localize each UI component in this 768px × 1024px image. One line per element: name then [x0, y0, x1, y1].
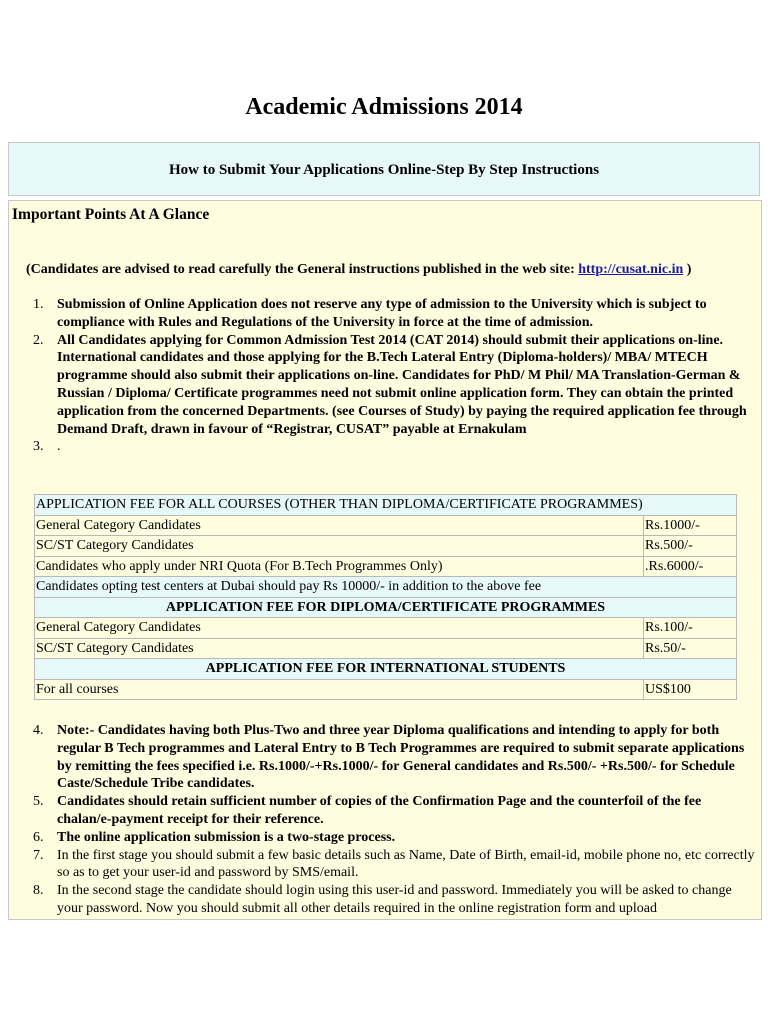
table-row: [35, 577, 737, 598]
advice-suffix: ): [683, 262, 692, 277]
fee-amount: .Rs.6000/-: [644, 556, 737, 577]
fee-amount: Rs.100/-: [644, 618, 737, 639]
fee-label: SC/ST Category Candidates: [35, 638, 644, 659]
list-item-number: 1.: [33, 297, 44, 312]
table-row: [35, 556, 737, 577]
fee-label: SC/ST Category Candidates: [35, 536, 644, 557]
list-item-text: Submission of Online Application does not reserve any type of admission to the University which is subject to compliance with Rules and Regulations of the University in force at the time of admission.: [57, 297, 707, 330]
advice-prefix: (Candidates are advised to read carefully the General instructions published in the web site:: [26, 262, 579, 277]
panel-heading: Important Points At A Glance: [12, 206, 210, 223]
list-item-text: Note:- Candidates having both Plus-Two and three year Diploma qualifications and intending to apply for both regular B Tech programmes and Lateral Entry to B Tech Programmes are required to submit separate applications by remitting the fees specified i.e. Rs.1000/-+Rs.1000/- for General candidates and Rs.500/- +Rs.500/- for Schedule Caste/Schedule Tribe candidates.: [57, 723, 745, 792]
table-row: [35, 515, 737, 536]
table-row: [35, 638, 737, 659]
instructions-heading: How to Submit Your Applications Online-Step By Step Instructions: [168, 162, 600, 178]
list-item-number: 4.: [33, 723, 44, 738]
fee-label: General Category Candidates: [35, 515, 644, 536]
fee-label: For all courses: [35, 679, 644, 700]
list-item-text: In the second stage the candidate should login using this user-id and password. Immediately you will be asked to change your password. Now you should submit all other details required in the online registration form and upload: [57, 883, 732, 916]
points-list-top: [21, 296, 757, 456]
list-item-number: 2.: [33, 332, 44, 348]
fee-amount: Rs.500/-: [644, 536, 737, 557]
fee-amount: Rs.50/-: [644, 638, 737, 659]
fee-amount: Rs.1000/-: [644, 515, 737, 536]
points-list-bottom: [21, 722, 757, 918]
list-item-number: 6.: [33, 829, 44, 845]
fee-label: General Category Candidates: [35, 618, 644, 639]
list-item: [21, 296, 757, 332]
list-item-text: .: [57, 439, 61, 455]
list-item-text: The online application submission is a two-stage process.: [57, 829, 396, 845]
list-item: [21, 438, 757, 456]
list-item-text: All Candidates applying for Common Admission Test 2014 (CAT 2014) should submit their applications on-line. International candidates and those applying for the B.Tech Lateral Entry (Diploma-holders)/ MBA/ MTECH programme should also submit their applications on-line. Candidates for PhD/ M Phil/ MA Translation-German & Russian / Diploma/ Certificate programmes need not submit online application form. They can obtain the printed application from the concerned Departments. (see Courses of Study) by paying the required application fee through Demand Draft, drawn in favour of “Registrar, CUSAT” payable at Ernakulam: [57, 332, 747, 437]
list-item-number: 3.: [33, 439, 44, 455]
fee-label: Candidates who apply under NRI Quota (For B.Tech Programmes Only): [35, 556, 644, 577]
fee-amount: US$100: [644, 679, 737, 700]
table-row: [35, 618, 737, 639]
list-item-text: Candidates should retain sufficient number of copies of the Confirmation Page and the counterfoil of the fee chalan/e-payment receipt for their reference.: [57, 794, 702, 827]
list-item-number: 5.: [33, 794, 44, 810]
list-item: [21, 829, 757, 847]
list-item: [21, 882, 757, 918]
list-item: [21, 722, 757, 793]
list-item: [21, 332, 757, 439]
instructions-banner: [8, 142, 760, 196]
fee-heading-all-courses: APPLICATION FEE FOR ALL COURSES (OTHER THAN DIPLOMA/CERTIFICATE PROGRAMMES): [35, 495, 737, 516]
fee-heading-international: APPLICATION FEE FOR INTERNATIONAL STUDENTS: [35, 659, 737, 680]
dubai-fee-note: Candidates opting test centers at Dubai should pay Rs 10000/- in addition to the above fee: [35, 577, 737, 598]
list-item: [21, 847, 757, 883]
page-title: Academic Admissions 2014: [245, 94, 523, 120]
website-link[interactable]: http://cusat.nic.in: [578, 262, 684, 277]
list-item-text: In the first stage you should submit a few basic details such as Name, Date of Birth, email-id, mobile phone no, etc correctly so as to get your user-id and password by SMS/email.: [57, 847, 755, 881]
list-item: [21, 793, 757, 829]
important-points-panel: [8, 200, 762, 920]
advice-note: [26, 262, 691, 278]
list-item-number: 8.: [33, 883, 44, 899]
fee-heading-diploma: APPLICATION FEE FOR DIPLOMA/CERTIFICATE PROGRAMMES: [35, 597, 737, 618]
table-row: [35, 679, 737, 700]
application-fee-table: [34, 494, 737, 700]
list-item-number: 7.: [33, 847, 44, 863]
table-row: [35, 536, 737, 557]
